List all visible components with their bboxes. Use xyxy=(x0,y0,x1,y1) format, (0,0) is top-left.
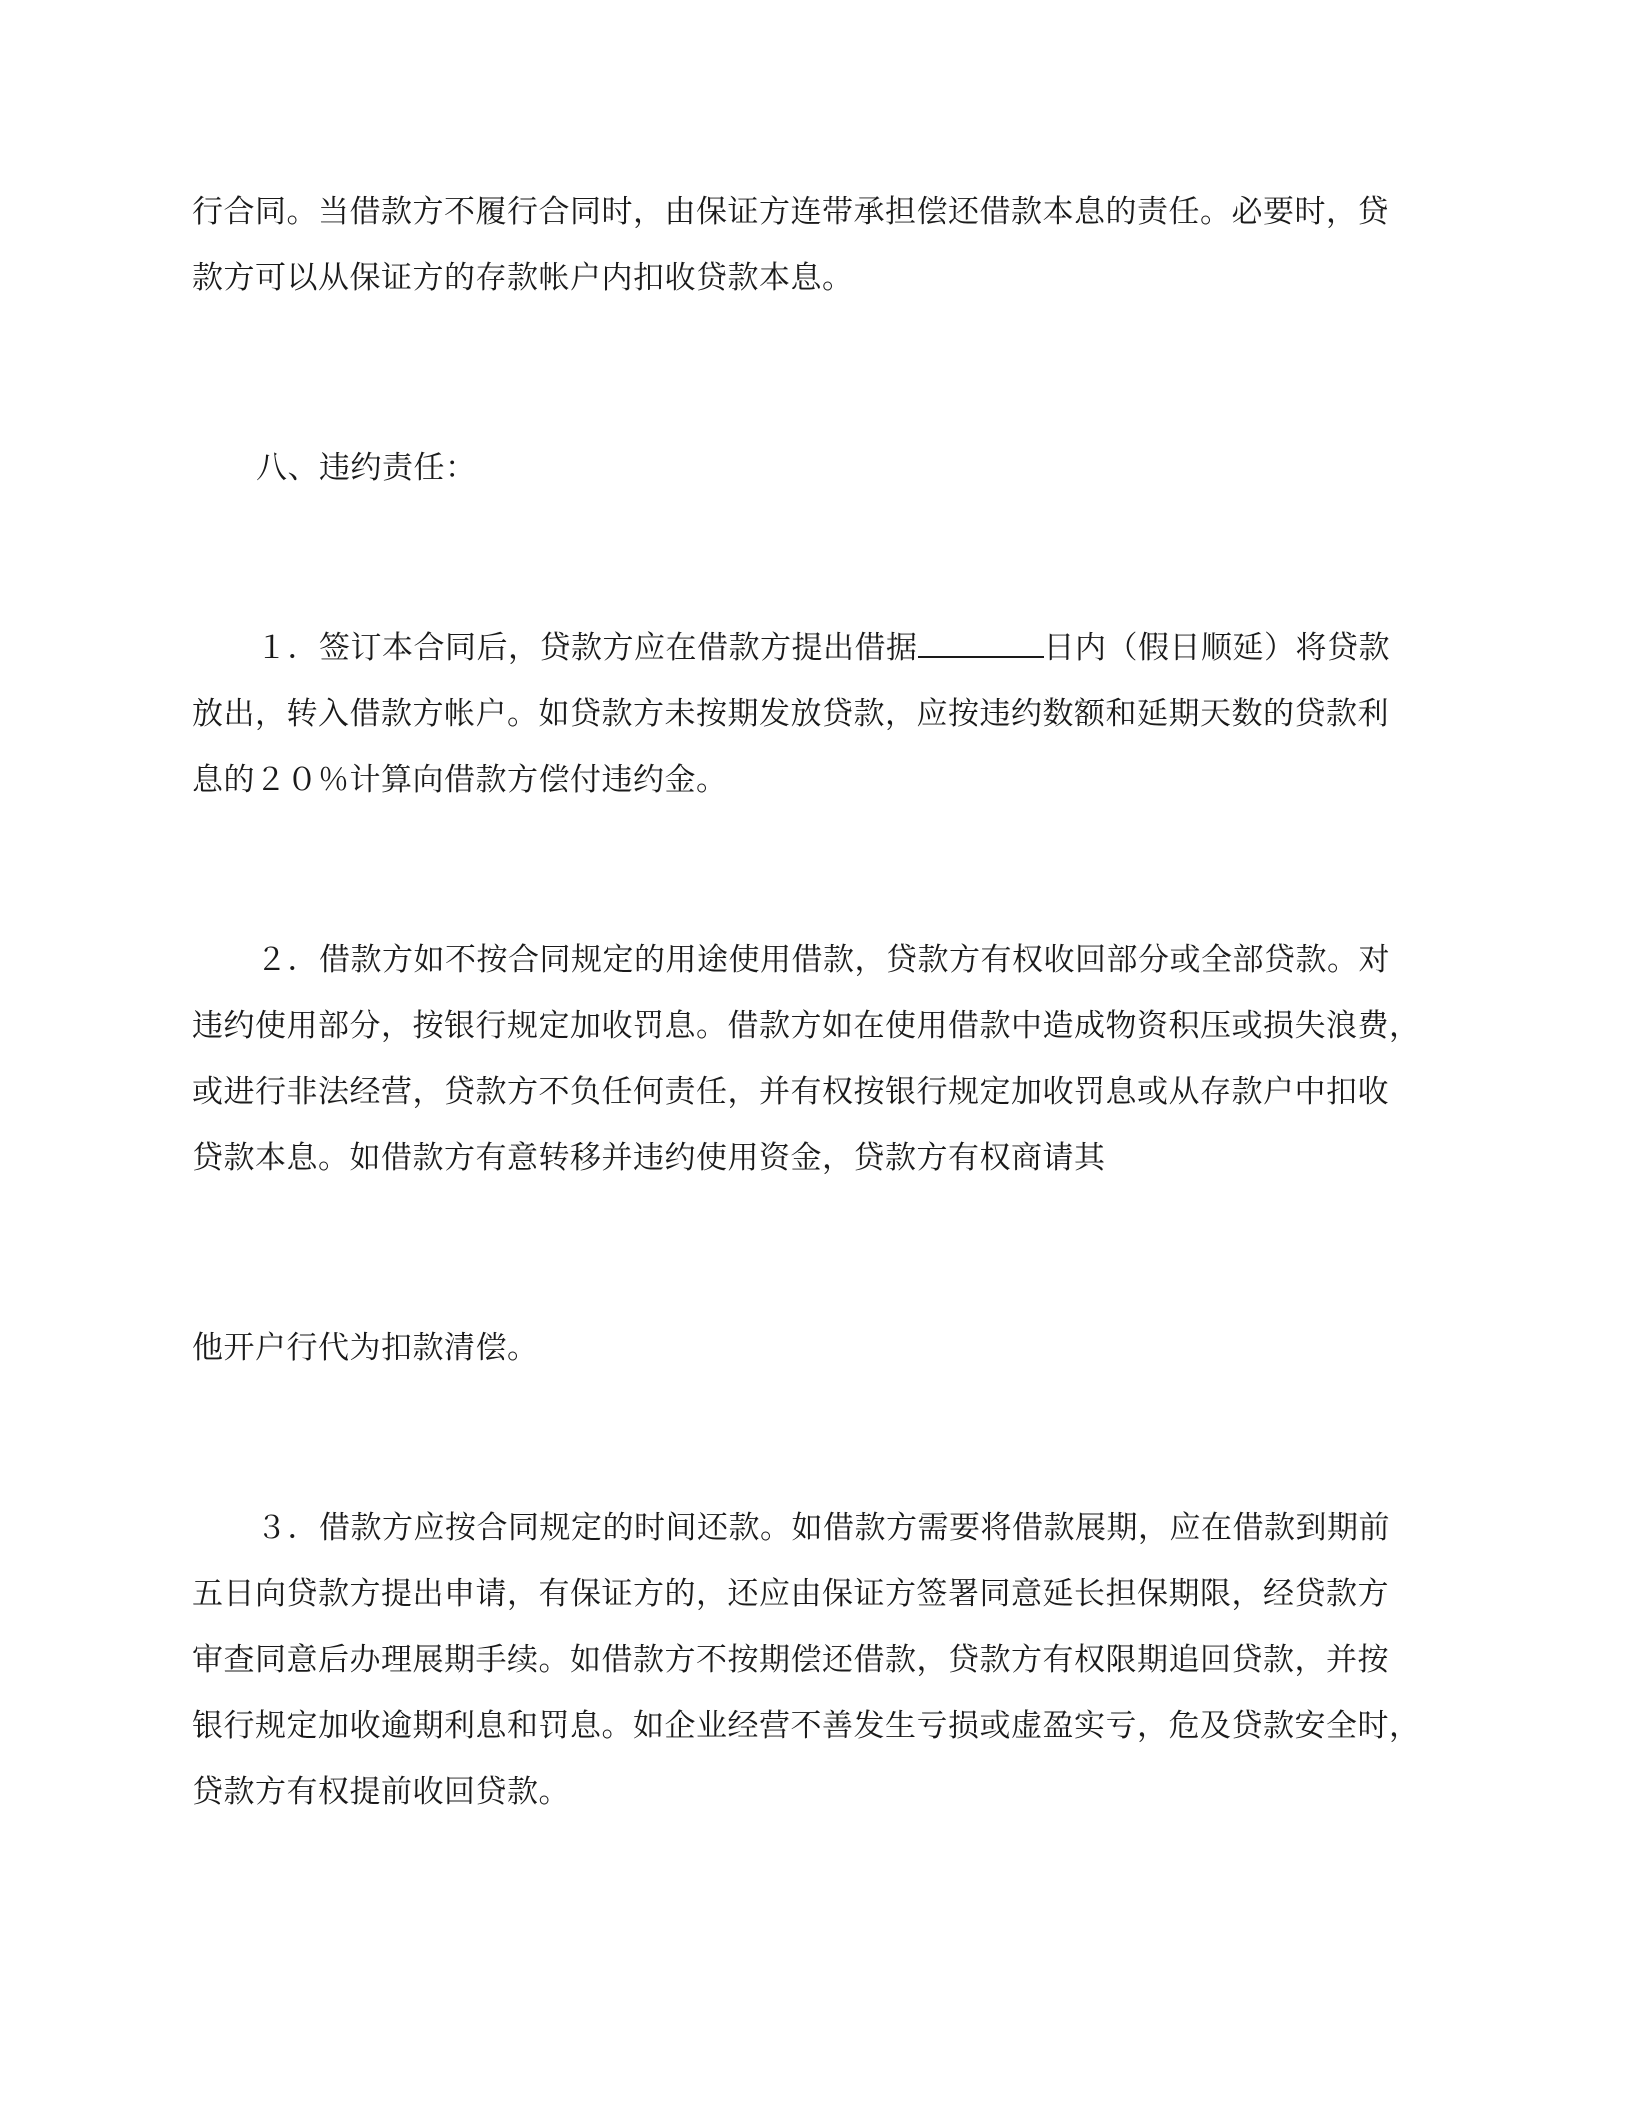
paragraph-line: 审查同意后办理展期手续。如借款方不按期偿还借款，贷款方有权限期追回贷款，并按 xyxy=(192,1642,1389,1678)
fill-in-blank[interactable] xyxy=(918,628,1044,658)
paragraph-line: 放出，转入借款方帐户。如贷款方未按期发放贷款，应按违约数额和延期天数的贷款利 xyxy=(192,696,1389,732)
paragraph-line: 行合同。当借款方不履行合同时，由保证方连带承担偿还借款本息的责任。必要时，贷 xyxy=(192,194,1389,230)
paragraph-line: 违约使用部分，按银行规定加收罚息。借款方如在使用借款中造成物资积压或损失浪费， xyxy=(192,1008,1421,1044)
paragraph-line: 银行规定加收逾期利息和罚息。如企业经营不善发生亏损或虚盈实亏，危及贷款安全时， xyxy=(192,1708,1421,1744)
paragraph-line: 贷款方有权提前收回贷款。 xyxy=(192,1774,570,1810)
paragraph-line: 或进行非法经营，贷款方不负任何责任，并有权按银行规定加收罚息或从存款户中扣收 xyxy=(192,1074,1389,1110)
paragraph-line xyxy=(256,628,1390,668)
paragraph-line: 息的２０％计算向借款方偿付违约金。 xyxy=(192,762,728,798)
paragraph-line: 款方可以从保证方的存款帐户内扣收贷款本息。 xyxy=(192,260,854,296)
paragraph-line: 贷款本息。如借款方有意转移并违约使用资金，贷款方有权商请其 xyxy=(192,1140,1106,1176)
paragraph-line: 五日向贷款方提出申请，有保证方的，还应由保证方签署同意延长担保期限，经贷款方 xyxy=(192,1576,1389,1612)
paragraph-line: ２．借款方如不按合同规定的用途使用借款，贷款方有权收回部分或全部贷款。对 xyxy=(256,942,1390,978)
paragraph-text: １．签订本合同后，贷款方应在借款方提出借据 xyxy=(256,630,918,666)
paragraph-line: ３．借款方应按合同规定的时间还款。如借款方需要将借款展期，应在借款到期前 xyxy=(256,1510,1390,1546)
paragraph-line: 他开户行代为扣款清偿。 xyxy=(192,1330,539,1366)
section-heading: 八、违约责任： xyxy=(256,450,477,486)
paragraph-text: 日内（假日顺延）将贷款 xyxy=(1043,630,1390,666)
